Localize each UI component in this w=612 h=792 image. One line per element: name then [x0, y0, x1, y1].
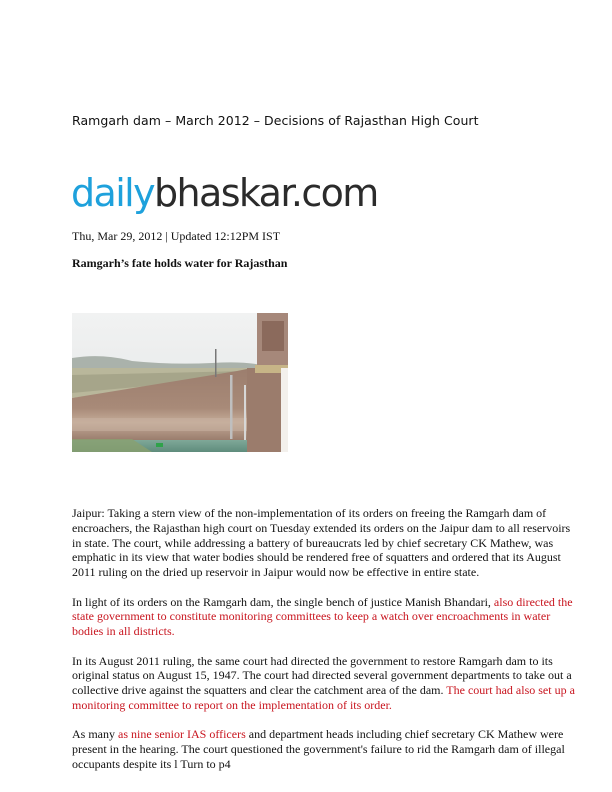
highlighted-text: also directed the state government to constitute monitoring committees to keep a watch over encroachments in water bodies in all districts.	[72, 594, 573, 639]
article-body	[72, 506, 580, 786]
paragraph-2	[72, 595, 580, 639]
article-dateline: Thu, Mar 29, 2012 | Updated 12:12PM IST	[72, 229, 281, 243]
highlighted-text: The court had also set up a monitoring committee to report on the implementation of its order.	[72, 683, 575, 712]
paragraph-1	[72, 506, 580, 580]
article-headline: Ramgarh’s fate holds water for Rajasthan	[72, 256, 288, 270]
logo-daily: daily	[71, 171, 155, 215]
document-title: Ramgarh dam – March 2012 – Decisions of Rajasthan High Court	[72, 113, 479, 128]
paragraph-text: Jaipur: Taking a stern view of the non-implementation of its orders on freeing the Ramgarh dam of encroachers, the Rajasthan high court on Tuesday extended its orders on the Jaipur dam to all reservoirs in state. The court, while addressing a battery of bureaucrats led by chief secretary CK Mathew, was emphatic in its view that water bodies should be rendered free of squatters and ordered that its August 2011 ruling on the dried up reservoir in Jaipur would now be effective in entire state.	[72, 506, 571, 580]
paragraph-text: and department heads including chief secretary CK Mathew were present in the hearing. The court questioned the government's failure to rid the Ramgarh dam of illegal occupants despite its l Turn to p4	[72, 727, 565, 771]
paragraph-text: As many	[72, 727, 118, 742]
dam-photo	[72, 313, 288, 452]
highlighted-text: as nine senior IAS officers	[118, 727, 246, 742]
dailybhaskar-logo	[71, 171, 378, 215]
paragraph-text: In its August 2011 ruling, the same court had directed the government to restore Ramgarh dam to its original status on August 15, 1947. The court had directed several government departments to take out a collective drive against the squatters and clear the catchment area of the dam.	[72, 653, 572, 698]
paragraph-text: In light of its orders on the Ramgarh dam, the single bench of justice Manish Bhandari,	[72, 594, 494, 609]
logo-bhaskar: bhaskar.com	[154, 171, 378, 215]
paragraph-4	[72, 727, 580, 771]
paragraph-3	[72, 654, 580, 713]
